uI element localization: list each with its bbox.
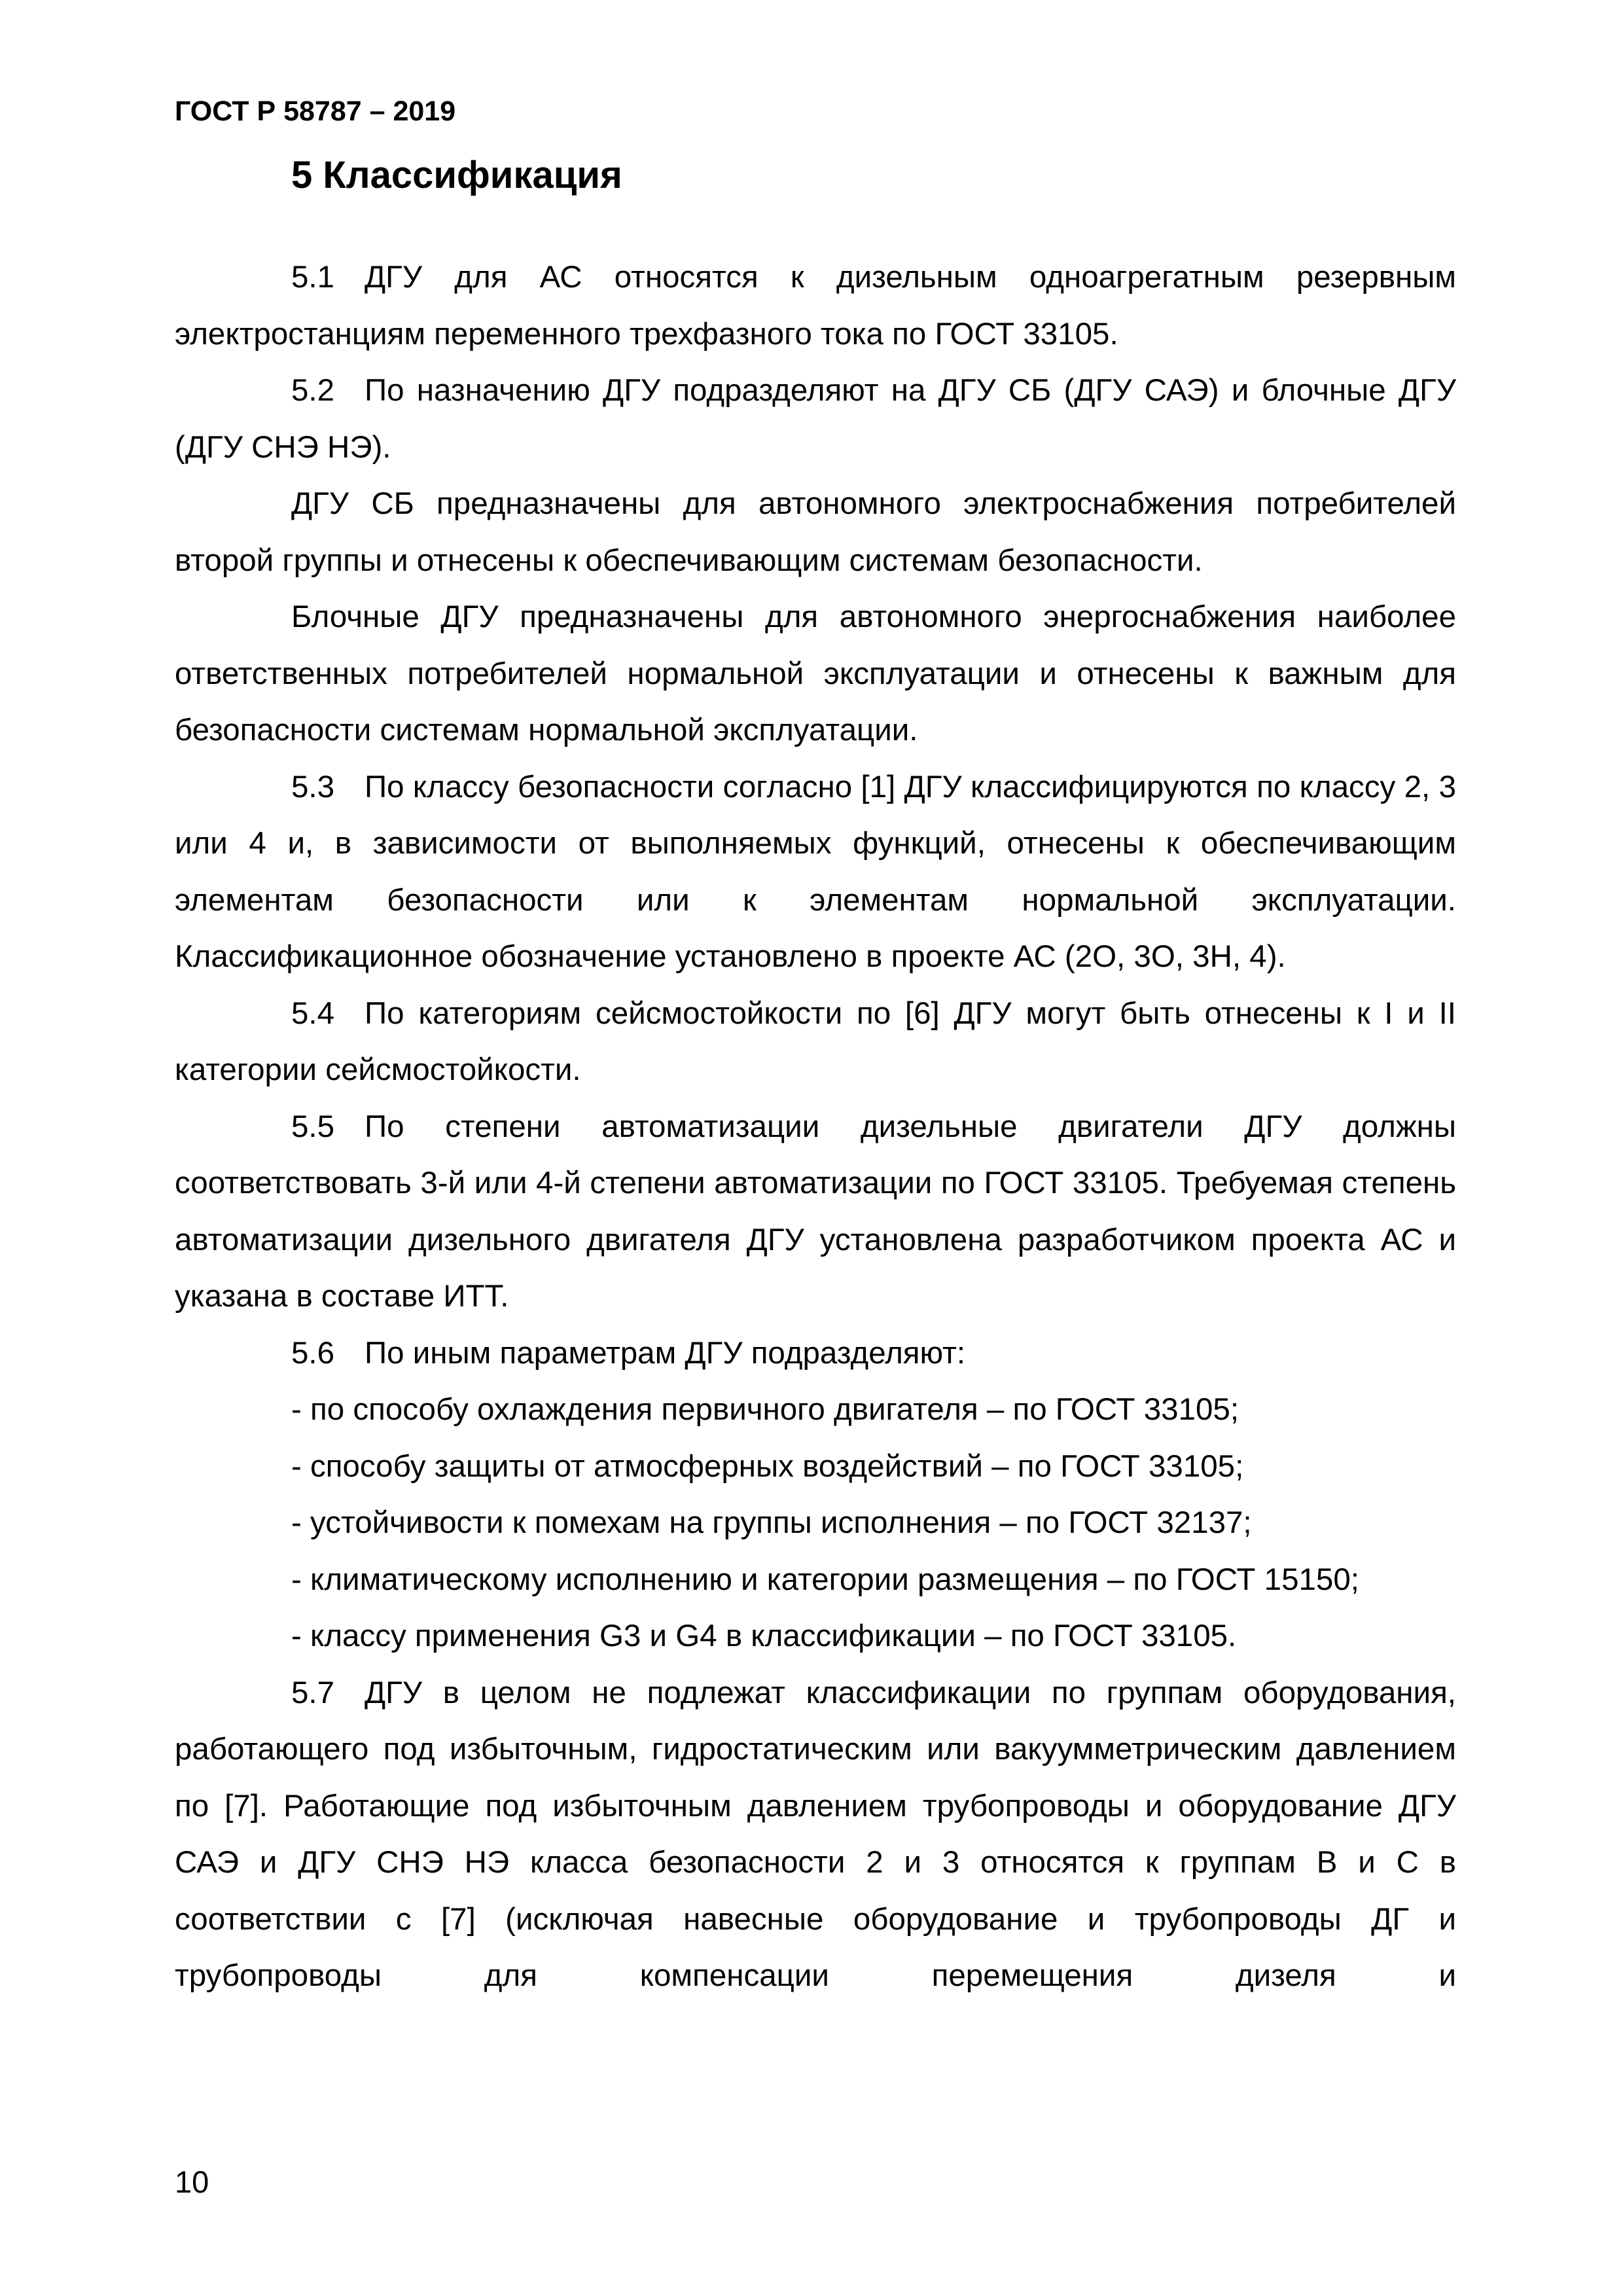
document-code: ГОСТ Р 58787 – 2019 <box>175 96 456 127</box>
clause-number: 5.6 <box>291 1335 335 1371</box>
paragraph-5-1 <box>175 249 1456 363</box>
paragraph-block-dgu: Блочные ДГУ предназначены для автономного энергоснабжения наиболее ответственных потребителей нормальной эксплуатации и отнесены к важным для безопасности системам нормальной эксплуатации. <box>175 600 1456 747</box>
clause-number: 5.2 <box>291 373 335 408</box>
list-item: - по способу охлаждения первичного двигателя – по ГОСТ 33105; <box>291 1392 1240 1427</box>
clause-number: 5.3 <box>291 769 335 804</box>
page-number: 10 <box>175 2164 209 2199</box>
clause-number: 5.5 <box>291 1109 335 1144</box>
list-item: - классу применения G3 и G4 в классификации – по ГОСТ 33105. <box>291 1619 1237 1653</box>
paragraph-5-5 <box>175 1099 1456 1325</box>
paragraph-text: ДГУ для АС относятся к дизельным одноагрегатным резервным электростанциям переменного трехфазного тока по ГОСТ 33105. <box>175 260 1456 351</box>
paragraph-text: По классу безопасности согласно [1] ДГУ классифицируются по классу 2, 3 или 4 и, в зависимости от выполняемых функций, отнесены к обеспечивающим элементам безопасности или к элементам нормальной эксплуатации. Классификационное обозначение установлено в проекте АС (2О, 3О, 3Н, 4). <box>175 769 1456 974</box>
paragraph-text: По назначению ДГУ подразделяют на ДГУ СБ (ДГУ САЭ) и блочные ДГУ (ДГУ СНЭ НЭ). <box>175 373 1456 465</box>
clause-number: 5.1 <box>291 260 335 295</box>
list-item: - устойчивости к помехам на группы исполнения – по ГОСТ 32137; <box>291 1505 1252 1540</box>
body-text <box>175 249 1456 2005</box>
paragraph-text: ДГУ в целом не подлежат классификации по группам оборудования, работающего под избыточным, гидростатическим или вакуумметрическим давлением по [7]. Работающие под избыточным давлением трубопроводы и оборудование ДГУ САЭ и ДГУ СНЭ НЭ класса безопасности 2 и 3 относятся к группам В и С в соответствии с [7] (исключая навесные оборудование и трубопроводы ДГ и трубопроводы для компенсации перемещения дизеля и <box>175 1675 1456 1993</box>
clause-number: 5.4 <box>291 996 335 1031</box>
paragraph-dgu-sb: ДГУ СБ предназначены для автономного электроснабжения потребителей второй группы и отнесены к обеспечивающим системам безопасности. <box>175 486 1456 578</box>
list-item: - климатическому исполнению и категории размещения – по ГОСТ 15150; <box>291 1562 1359 1597</box>
paragraph-5-7 <box>175 1665 1456 2005</box>
paragraph-text: По степени автоматизации дизельные двигатели ДГУ должны соответствовать 3-й или 4-й степени автоматизации по ГОСТ 33105. Требуемая степень автоматизации дизельного двигателя ДГУ установлена разработчиком проекта АС и указана в составе ИТТ. <box>175 1109 1456 1314</box>
paragraph-5-6 <box>175 1325 1456 1382</box>
section-heading: 5 Классификация <box>291 154 622 196</box>
paragraph-text: По иным параметрам ДГУ подразделяют: <box>365 1335 966 1371</box>
list-item: - способу защиты от атмосферных воздействий – по ГОСТ 33105; <box>291 1448 1244 1484</box>
paragraph-5-4 <box>175 986 1456 1099</box>
clause-number: 5.7 <box>291 1675 335 1710</box>
paragraph-5-3 <box>175 759 1456 986</box>
paragraph-text: По категориям сейсмостойкости по [6] ДГУ могут быть отнесены к I и II категории сейсмостойкости. <box>175 996 1456 1087</box>
paragraph-5-2 <box>175 363 1456 476</box>
